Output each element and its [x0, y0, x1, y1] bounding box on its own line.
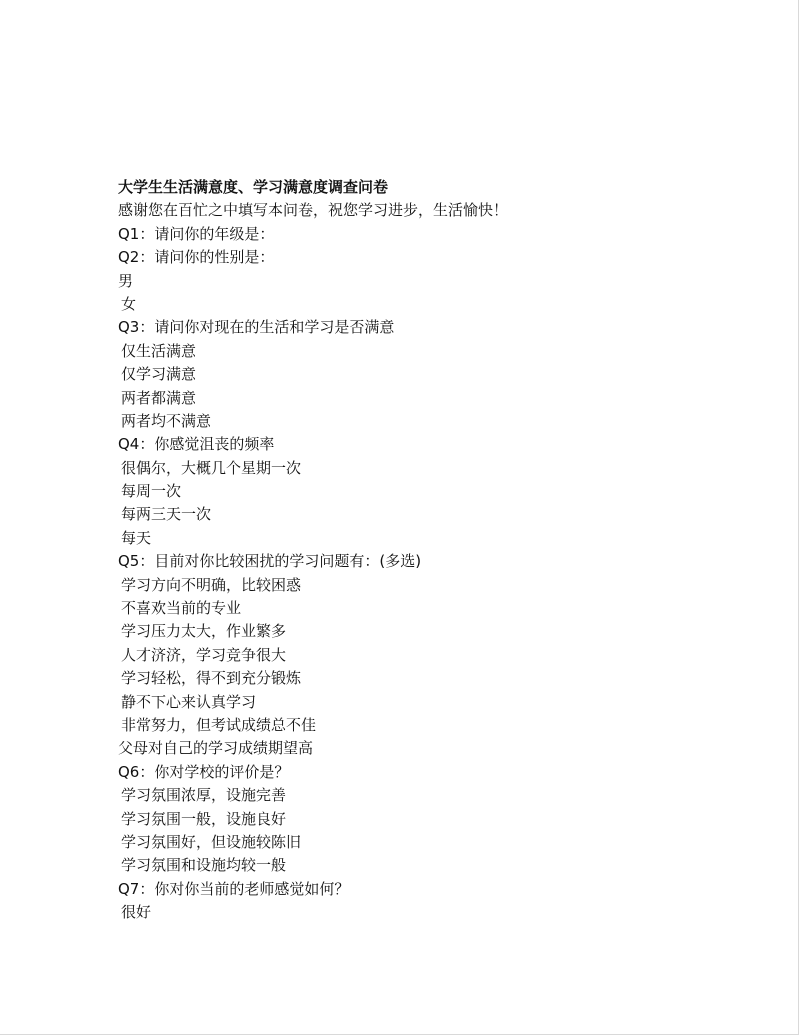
q6-option[interactable]: 学习氛围一般，设施良好: [121, 809, 287, 828]
q5-option[interactable]: 学习方向不明确，比较困惑: [121, 575, 302, 594]
q4-option[interactable]: 每天: [121, 528, 152, 547]
question-5: Q5：目前对你比较困扰的学习问题有：(多选): [118, 552, 422, 571]
survey-intro: 感谢您在百忙之中填写本问卷，祝您学习进步，生活愉快！: [118, 201, 509, 220]
question-4: Q4：你感觉沮丧的频率: [118, 435, 275, 454]
q5-option[interactable]: 非常努力，但考试成绩总不佳: [121, 715, 317, 734]
q5-option[interactable]: 人才济济，学习竞争很大: [121, 645, 287, 664]
q4-option[interactable]: 每周一次: [121, 482, 182, 501]
q3-option[interactable]: 仅生活满意: [121, 341, 197, 360]
q2-option-female[interactable]: 女: [121, 294, 137, 313]
q2-option-male[interactable]: 男: [118, 271, 134, 290]
q5-option[interactable]: 静不下心来认真学习: [121, 692, 257, 711]
q5-option[interactable]: 学习轻松，得不到充分锻炼: [121, 669, 302, 688]
q5-option[interactable]: 不喜欢当前的专业: [121, 599, 242, 618]
question-1: Q1：请问你的年级是：: [118, 224, 275, 243]
q7-option[interactable]: 很好: [121, 903, 152, 922]
q4-option[interactable]: 很偶尔，大概几个星期一次: [121, 458, 302, 477]
question-3: Q3：请问你对现在的生活和学习是否满意: [118, 318, 395, 337]
q5-option[interactable]: 学习压力太大，作业繁多: [121, 622, 287, 641]
survey-content: [118, 176, 738, 925]
q3-option[interactable]: 两者均不满意: [121, 411, 212, 430]
q6-option[interactable]: 学习氛围浓厚，设施完善: [121, 786, 287, 805]
q6-option[interactable]: 学习氛围和设施均较一般: [121, 856, 287, 875]
survey-title: 大学生生活满意度、学习满意度调查问卷: [118, 178, 389, 196]
question-6: Q6：你对学校的评价是？: [118, 762, 290, 781]
q3-option[interactable]: 两者都满意: [121, 388, 197, 407]
question-2: Q2：请问你的性别是：: [118, 248, 275, 267]
q4-option[interactable]: 每两三天一次: [121, 505, 212, 524]
question-7: Q7：你对你当前的老师感觉如何？: [118, 879, 350, 898]
q3-option[interactable]: 仅学习满意: [121, 365, 197, 384]
q5-option[interactable]: 父母对自己的学习成绩期望高: [118, 739, 314, 758]
q6-option[interactable]: 学习氛围好，但设施较陈旧: [121, 832, 302, 851]
